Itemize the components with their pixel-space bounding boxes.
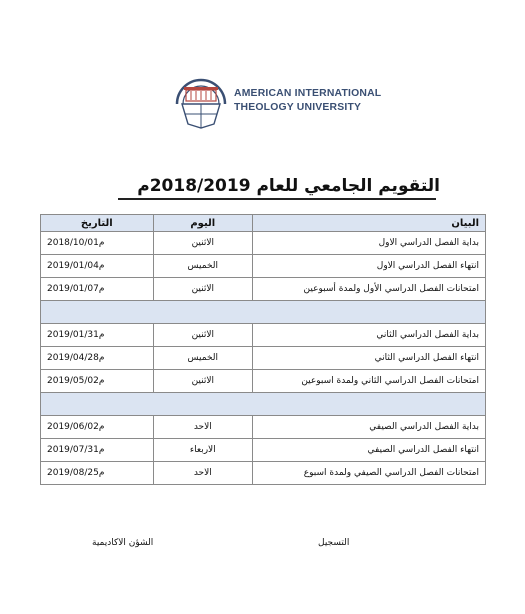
table-row bbox=[41, 232, 486, 255]
section-separator-row bbox=[41, 393, 486, 416]
row-day: الاربعاء bbox=[153, 439, 252, 462]
table-row bbox=[41, 347, 486, 370]
academic-calendar-table bbox=[40, 214, 486, 485]
table-row bbox=[41, 370, 486, 393]
section-separator-cell bbox=[41, 393, 486, 416]
row-date: 2019/06/02م bbox=[41, 416, 154, 439]
table-row bbox=[41, 255, 486, 278]
row-description: امتحانات الفصل الدراسي الأول ولمدة أسبوعين bbox=[252, 278, 485, 301]
title-underline bbox=[118, 198, 436, 200]
column-header-description: البيان bbox=[252, 215, 485, 232]
row-date: 2018/10/01م bbox=[41, 232, 154, 255]
table-row bbox=[41, 416, 486, 439]
row-day: الخميس bbox=[153, 255, 252, 278]
column-header-date: التاريخ bbox=[41, 215, 154, 232]
university-name-line2: THEOLOGY UNIVERSITY bbox=[234, 102, 362, 113]
table-header-row bbox=[41, 215, 486, 232]
row-description: انتهاء الفصل الدراسي الصيفي bbox=[252, 439, 485, 462]
row-date: 2019/01/31م bbox=[41, 324, 154, 347]
registration-signature-label: التسجيل bbox=[318, 538, 350, 548]
row-description: بداية الفصل الدراسي الاول bbox=[252, 232, 485, 255]
academic-affairs-signature-label: الشؤن الاكاديمية bbox=[92, 538, 154, 548]
table-row bbox=[41, 439, 486, 462]
row-date: 2019/01/04م bbox=[41, 255, 154, 278]
row-description: امتحانات الفصل الدراسي الثاني ولمدة اسبوعين bbox=[252, 370, 485, 393]
row-day: الاحد bbox=[153, 462, 252, 485]
row-date: 2019/07/31م bbox=[41, 439, 154, 462]
row-date: 2019/08/25م bbox=[41, 462, 154, 485]
table-row bbox=[41, 462, 486, 485]
row-date: 2019/04/28م bbox=[41, 347, 154, 370]
table-row bbox=[41, 278, 486, 301]
row-description: انتهاء الفصل الدراسي الثاني bbox=[252, 347, 485, 370]
row-description: انتهاء الفصل الدراسي الاول bbox=[252, 255, 485, 278]
row-date: 2019/05/02م bbox=[41, 370, 154, 393]
section-separator-row bbox=[41, 301, 486, 324]
column-header-day: اليوم bbox=[153, 215, 252, 232]
university-seal-icon bbox=[172, 72, 230, 130]
row-date: 2019/01/07م bbox=[41, 278, 154, 301]
row-day: الاثنين bbox=[153, 278, 252, 301]
university-name bbox=[234, 87, 381, 115]
university-name-line1: AMERICAN INTERNATIONAL bbox=[234, 88, 382, 99]
row-description: بداية الفصل الدراسي الثاني bbox=[252, 324, 485, 347]
university-logo bbox=[172, 72, 382, 130]
row-day: الاحد bbox=[153, 416, 252, 439]
page-title: التقويم الجامعي للعام 2018/2019م bbox=[137, 176, 440, 196]
section-separator-cell bbox=[41, 301, 486, 324]
row-day: الخميس bbox=[153, 347, 252, 370]
row-day: الاثنين bbox=[153, 370, 252, 393]
table-row bbox=[41, 324, 486, 347]
row-day: الاثنين bbox=[153, 232, 252, 255]
row-day: الاثنين bbox=[153, 324, 252, 347]
row-description: بداية الفصل الدراسي الصيفي bbox=[252, 416, 485, 439]
row-description: امتحانات الفصل الدراسي الصيفي ولمدة اسبوع bbox=[252, 462, 485, 485]
